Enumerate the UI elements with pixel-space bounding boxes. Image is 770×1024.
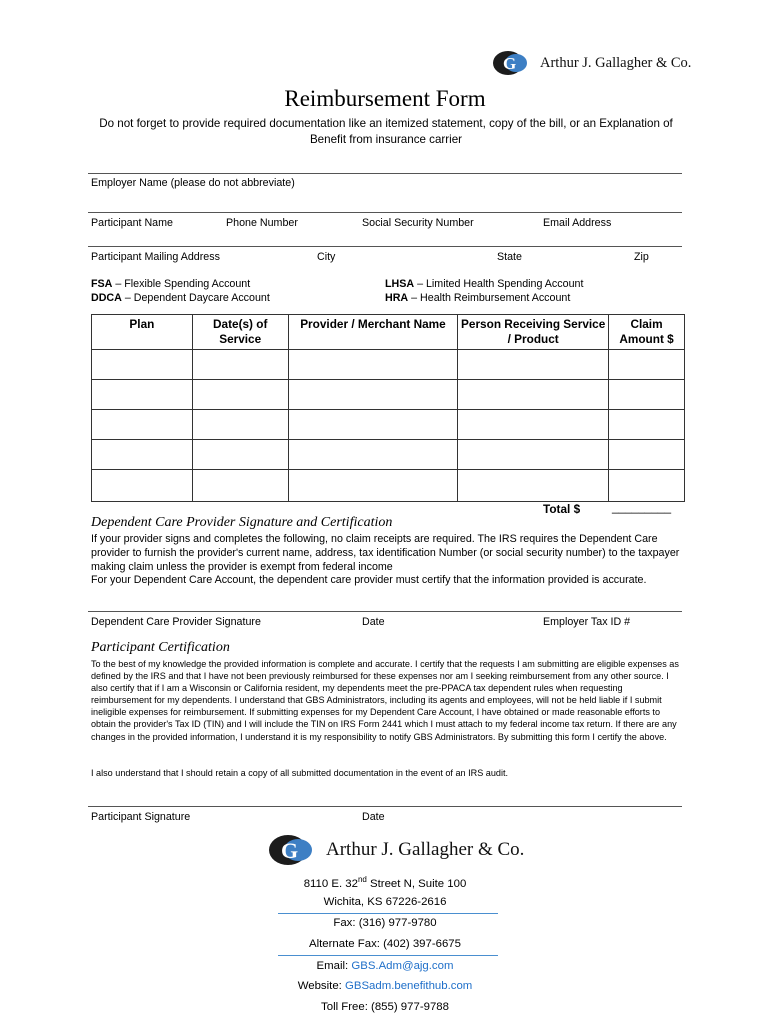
lhsa-legend: LHSA – Limited Health Spending Account [385,278,584,290]
footer-logo [268,834,524,866]
col-header-person: Person Receiving Service / Product [458,315,609,350]
website-link[interactable]: GBSadm.benefithub.com [345,980,473,992]
participant-signature-label: Participant Signature [91,811,191,823]
provider-cell[interactable] [288,440,458,470]
table-row [92,410,685,440]
claims-table [91,314,685,502]
employer-top-rule [88,173,682,174]
form-title: Reimbursement Form [284,86,486,111]
employer-tax-id-label: Employer Tax ID # [543,616,631,628]
email-label: Email Address [543,217,612,229]
plan-cell[interactable] [92,380,193,410]
gallagher-logo-icon [492,50,534,76]
amount-cell[interactable] [609,440,685,470]
form-subtitle: Do not forget to provide required documentation like an itemized statement, copy of the bill, or an Explanation of Benefit from insurance carrier [99,117,673,146]
address-top-rule [88,246,682,247]
employer-name-label: Employer Name (please do not abbreviate) [91,177,295,189]
col-header-provider: Provider / Merchant Name [288,315,458,350]
mailing-address-label: Participant Mailing Address [91,251,220,263]
state-label: State [497,251,522,263]
person-cell[interactable] [458,350,609,380]
footer-address: 8110 E. 32nd Street N, Suite 100 [303,875,467,890]
email-link[interactable]: GBS.Adm@ajg.com [351,960,454,972]
footer-company-name: Arthur J. Gallagher & Co. [326,839,525,860]
col-header-dates: Date(s) of Service [192,315,288,350]
plan-cell[interactable] [92,440,193,470]
provider-signature-label: Dependent Care Provider Signature [91,616,261,628]
provider-cell[interactable] [288,470,458,502]
svg-text:G: G [281,838,299,863]
amount-cell[interactable] [609,380,685,410]
footer-email: Email: GBS.Adm@ajg.com [316,960,454,972]
date-cell[interactable] [192,470,288,502]
dependent-care-heading: Dependent Care Provider Signature and Certification [91,515,393,530]
person-cell[interactable] [458,380,609,410]
zip-label: Zip [634,251,649,263]
dependent-care-body-1: If your provider signs and completes the following, no claim receipts are required. The IRS requires the Dependent Care provider to furnish the provider's current name, address, tax identification Number (or social security number) to the taxpayer making claim unless the provider is exempt from federal income [91,533,680,573]
total-value[interactable]: _________ [612,500,672,514]
participant-cert-heading: Participant Certification [91,640,230,655]
provider-date-label: Date [362,616,385,628]
person-cell[interactable] [458,410,609,440]
svg-text:G: G [503,54,517,73]
hra-legend: HRA – Health Reimbursement Account [385,292,571,304]
table-row [92,350,685,380]
amount-cell[interactable] [609,350,685,380]
person-cell[interactable] [458,470,609,502]
table-row [92,470,685,502]
dependent-care-body [91,533,681,588]
date-cell[interactable] [192,380,288,410]
footer-fax: Fax: (316) 977-9780 [333,917,437,929]
person-cell[interactable] [458,440,609,470]
account-legend-right [385,277,583,305]
participant-date-label: Date [362,811,385,823]
date-cell[interactable] [192,410,288,440]
participant-name-label: Participant Name [91,217,173,229]
date-cell[interactable] [192,440,288,470]
account-legend-left [91,277,270,305]
footer-city: Wichita, KS 67226-2616 [323,896,447,908]
amount-cell[interactable] [609,410,685,440]
participant-retain-note: I also understand that I should retain a copy of all submitted documentation in the event of an IRS audit. [91,768,509,778]
col-header-plan: Plan [92,315,193,350]
footer-divider-1 [278,913,498,914]
plan-cell[interactable] [92,350,193,380]
header-company-name: Arthur J. Gallagher & Co. [540,54,692,71]
footer-website: Website: GBSadm.benefithub.com [297,980,473,992]
plan-cell[interactable] [92,470,193,502]
header-logo [492,50,691,76]
provider-cell[interactable] [288,410,458,440]
provider-cell[interactable] [288,380,458,410]
footer-toll-free: Toll Free: (855) 977-9788 [321,1001,449,1013]
participant-top-rule [88,212,682,213]
footer-divider-2 [278,955,498,956]
ssn-label: Social Security Number [362,217,474,229]
provider-cell[interactable] [288,350,458,380]
claims-header-row [92,315,685,350]
phone-number-label: Phone Number [226,217,298,229]
date-cell[interactable] [192,350,288,380]
dependent-care-body-2: For your Dependent Care Account, the dependent care provider must certify that the information provided is accurate. [91,574,647,587]
dependent-care-signature-rule [88,611,682,612]
table-row [92,440,685,470]
table-row [92,380,685,410]
amount-cell[interactable] [609,470,685,502]
city-label: City [317,251,336,263]
col-header-amount: Claim Amount $ [609,315,685,350]
participant-cert-body: To the best of my knowledge the provided information is complete and accurate. I certify that the requests I am submitting are eligible expenses as defined by the IRS and that I have not been previously reimbursed for these expenses nor am I seeking reimbursement from any other source. I also certify that if I am a Wisconsin or California resident, my dependents meet the pre-PPACA tax dependent rules when requesting reimbursement for my dependents. I understand that GBS Administrators, including its agents and employees, will not be held liable if I submit ineligible expenses for reimbursement. If submitting expenses for my Dependent Care Account, I have obtained or made reasonable efforts to obtain the provider's Tax ID (TIN) and I will include the TIN on IRS Form 2441 which I must attach to my federal income tax return. If there are any changes in the provided information, I understand it is my responsibility to notify GBS Administrators. By submitting this form I certify the above. [91,659,679,742]
ddca-legend: DDCA – Dependent Daycare Account [91,292,270,304]
total-label: Total $ [543,502,581,516]
gallagher-logo-icon [268,834,320,866]
footer-alt-fax: Alternate Fax: (402) 397-6675 [309,938,461,950]
fsa-legend: FSA – Flexible Spending Account [91,278,251,290]
participant-signature-rule [88,806,682,807]
plan-cell[interactable] [92,410,193,440]
